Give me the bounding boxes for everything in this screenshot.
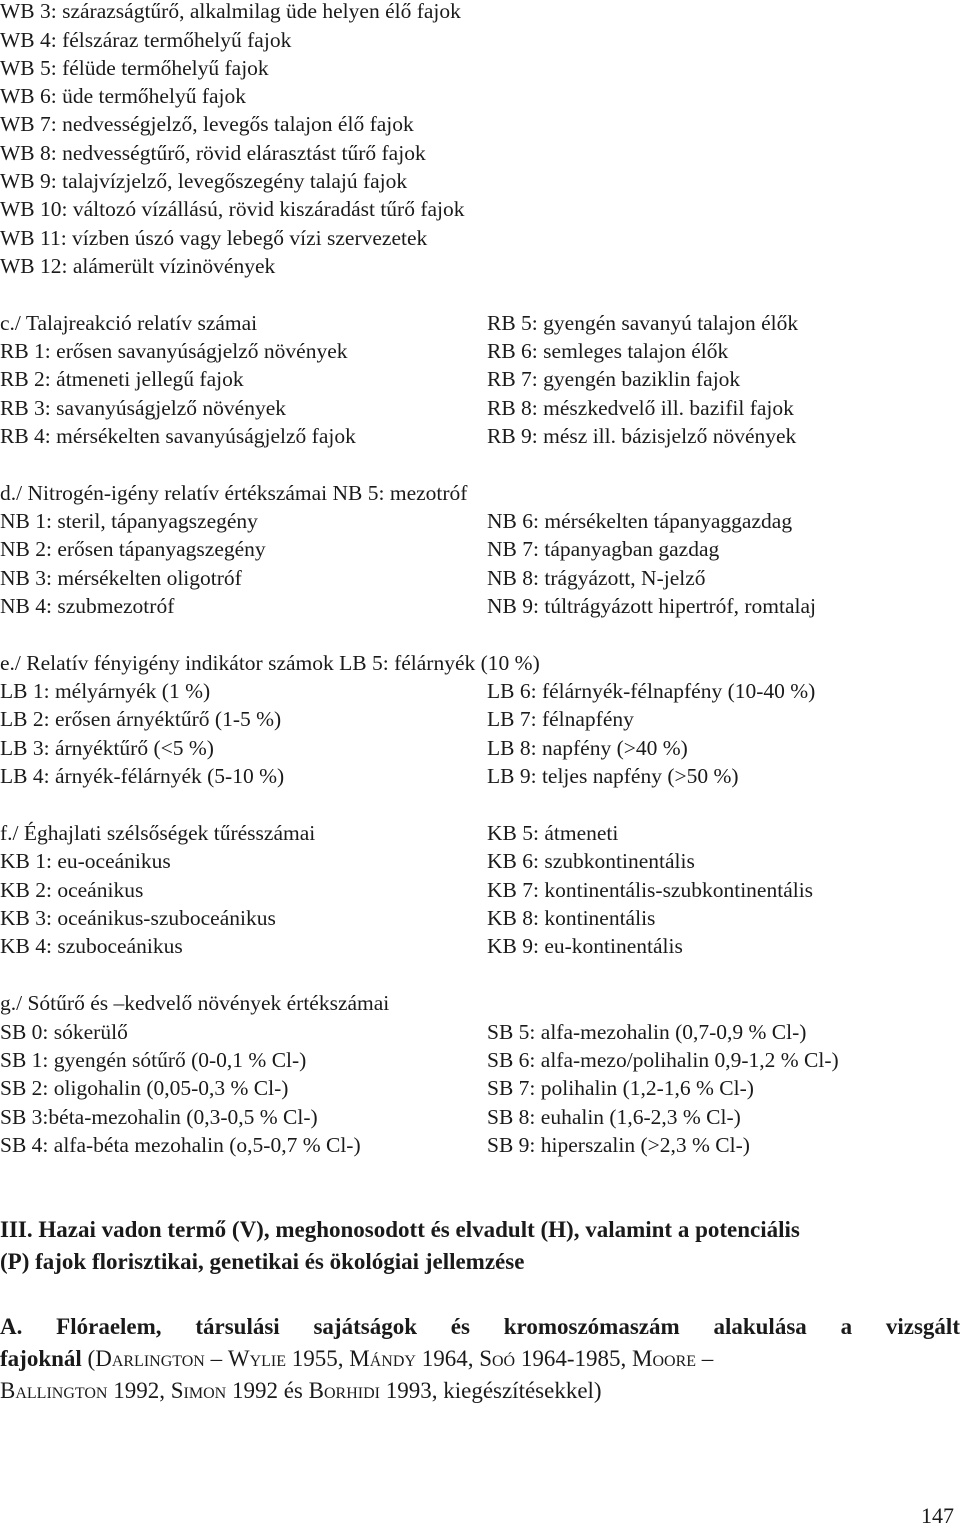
heading-iii-line: III. Hazai vadon termő (V), meghonosodott és elvadult (H), valamint a potenciális bbox=[0, 1217, 800, 1242]
heading-a bbox=[0, 1311, 960, 1407]
citation-text: 1964, bbox=[415, 1346, 480, 1371]
sb-left-item: SB 2: oligohalin (0,05-0,3 % Cl-) bbox=[0, 1076, 289, 1100]
wb-item: WB 4: félszáraz termőhelyű fajok bbox=[0, 28, 292, 52]
rb-right-item: RB 6: semleges talajon élők bbox=[487, 339, 729, 363]
rb-left-item: RB 1: erősen savanyúságjelző növények bbox=[0, 339, 348, 363]
nb-right-item: NB 9: túltrágyázott hipertróf, romtalaj bbox=[487, 594, 816, 618]
kb-left-item: KB 4: szuboceánikus bbox=[0, 934, 183, 958]
lb-right-item: LB 6: félárnyék-félnapfény (10-40 %) bbox=[487, 679, 816, 703]
kb-right-item: KB 9: eu-kontinentális bbox=[487, 934, 683, 958]
author-name: Borhidi bbox=[308, 1378, 380, 1403]
nb-right-item: NB 7: tápanyagban gazdag bbox=[487, 537, 720, 561]
wb-item: WB 10: változó vízállású, rövid kiszáradást tűrő fajok bbox=[0, 197, 465, 221]
citation-text: ( bbox=[81, 1346, 96, 1371]
heading-a-word: A. bbox=[0, 1314, 23, 1339]
lb-right-item: LB 9: teljes napfény (>50 %) bbox=[487, 764, 739, 788]
sb-left-item: SB 0: sókerülő bbox=[0, 1020, 128, 1044]
author-name: Darlington bbox=[95, 1346, 205, 1371]
sb-left-item: SB 3:béta-mezohalin (0,3-0,5 % Cl-) bbox=[0, 1105, 318, 1129]
heading-a-word: Flóraelem, bbox=[56, 1314, 162, 1339]
nb-left-item: NB 3: mérsékelten oligotróf bbox=[0, 566, 242, 590]
wb-item: WB 8: nedvességtűrő, rövid elárasztást tűrő fajok bbox=[0, 141, 426, 165]
citation-text: 1964-1985, bbox=[515, 1346, 633, 1371]
page-number: 147 bbox=[921, 1503, 954, 1528]
heading-a-bold-word: fajoknál bbox=[0, 1346, 82, 1371]
sb-left-item: SB 1: gyengén sótűrő (0-0,1 % Cl-) bbox=[0, 1048, 307, 1072]
heading-a-line-1 bbox=[0, 1311, 960, 1343]
kb-left-item: KB 3: oceánikus-szuboceánikus bbox=[0, 906, 276, 930]
sb-left-item: g./ Sótűrő és –kedvelő növények értékszámai bbox=[0, 991, 390, 1015]
nb-left-item: d./ Nitrogén-igény relatív értékszámai NB 5: mezotróf bbox=[0, 481, 468, 505]
citation-text: 1992, bbox=[107, 1378, 171, 1403]
sb-right-item: SB 8: euhalin (1,6-2,3 % Cl-) bbox=[487, 1105, 741, 1129]
rb-right-item: RB 7: gyengén baziklin fajok bbox=[487, 367, 741, 391]
rb-left-item: c./ Talajreakció relatív számai bbox=[0, 311, 258, 335]
author-name: Simon bbox=[170, 1378, 227, 1403]
sb-left-item: SB 4: alfa-béta mezohalin (o,5-0,7 % Cl-) bbox=[0, 1133, 361, 1157]
sb-right-item: SB 6: alfa-mezo/polihalin 0,9-1,2 % Cl-) bbox=[487, 1048, 839, 1072]
heading-a-word: vizsgált bbox=[885, 1314, 960, 1339]
wb-item: WB 3: szárazságtűrő, alkalmilag üde helyen élő fajok bbox=[0, 0, 461, 23]
rb-right-item: RB 5: gyengén savanyú talajon élők bbox=[487, 311, 799, 335]
wb-item: WB 11: vízben úszó vagy lebegő vízi szervezetek bbox=[0, 226, 428, 250]
author-name: Moore bbox=[632, 1346, 697, 1371]
citation-text: 1993, kiegészítésekkel) bbox=[379, 1378, 602, 1403]
author-name: Ballington bbox=[0, 1378, 108, 1403]
lb-left-item: LB 2: erősen árnyéktűrő (1-5 %) bbox=[0, 707, 282, 731]
wb-item: WB 7: nedvességjelző, levegős talajon élő fajok bbox=[0, 112, 414, 136]
kb-right-item: KB 6: szubkontinentális bbox=[487, 849, 695, 873]
kb-right-item: KB 8: kontinentális bbox=[487, 906, 656, 930]
kb-left-item: KB 2: oceánikus bbox=[0, 878, 144, 902]
sb-right-item: SB 7: polihalin (1,2-1,6 % Cl-) bbox=[487, 1076, 754, 1100]
wb-item: WB 5: félüde termőhelyű fajok bbox=[0, 56, 269, 80]
lb-left-item: LB 3: árnyéktűrő (<5 %) bbox=[0, 736, 214, 760]
lb-left-item: LB 4: árnyék-félárnyék (5-10 %) bbox=[0, 764, 285, 788]
heading-a-word: sajátságok bbox=[313, 1314, 417, 1339]
sb-right-item: SB 9: hiperszalin (>2,3 % Cl-) bbox=[487, 1133, 750, 1157]
author-name: Soó bbox=[479, 1346, 516, 1371]
heading-a-line-3 bbox=[0, 1375, 960, 1407]
rb-left-item: RB 3: savanyúságjelző növények bbox=[0, 396, 287, 420]
rb-left-item: RB 2: átmeneti jellegű fajok bbox=[0, 367, 244, 391]
nb-right-item: NB 6: mérsékelten tápanyaggazdag bbox=[487, 509, 793, 533]
wb-item: WB 6: üde termőhelyű fajok bbox=[0, 84, 246, 108]
nb-left-item: NB 2: erősen tápanyagszegény bbox=[0, 537, 266, 561]
author-name: Mándy bbox=[349, 1346, 416, 1371]
heading-a-word: a bbox=[840, 1314, 853, 1339]
lb-left-item: e./ Relatív fényigény indikátor számok LB 5: félárnyék (10 %) bbox=[0, 651, 540, 675]
lb-left-item: LB 1: mélyárnyék (1 %) bbox=[0, 679, 211, 703]
citation-text: – bbox=[204, 1346, 228, 1371]
heading-a-word: és bbox=[450, 1314, 470, 1339]
wb-item: WB 9: talajvízjelző, levegőszegény talajú fajok bbox=[0, 169, 408, 193]
sb-right-item: SB 5: alfa-mezohalin (0,7-0,9 % Cl-) bbox=[487, 1020, 807, 1044]
kb-right-item: KB 5: átmeneti bbox=[487, 821, 619, 845]
heading-iii-line: (P) fajok florisztikai, genetikai és ökológiai jellemzése bbox=[0, 1249, 525, 1274]
heading-a-line-2 bbox=[0, 1343, 960, 1375]
lb-right-item: LB 7: félnapfény bbox=[487, 707, 634, 731]
lb-right-item: LB 8: napfény (>40 %) bbox=[487, 736, 688, 760]
nb-left-item: NB 4: szubmezotróf bbox=[0, 594, 175, 618]
nb-left-item: NB 1: steril, tápanyagszegény bbox=[0, 509, 258, 533]
rb-right-item: RB 9: mész ill. bázisjelző növények bbox=[487, 424, 797, 448]
citation-text: 1955, bbox=[286, 1346, 350, 1371]
heading-a-word: alakulása bbox=[713, 1314, 807, 1339]
nb-right-item: NB 8: trágyázott, N-jelző bbox=[487, 566, 706, 590]
wb-item: WB 12: alámerült vízinövények bbox=[0, 254, 276, 278]
citation-text: 1992 és bbox=[226, 1378, 309, 1403]
heading-a-word: társulási bbox=[195, 1314, 280, 1339]
citation-text: – bbox=[696, 1346, 714, 1371]
kb-right-item: KB 7: kontinentális-szubkontinentális bbox=[487, 878, 814, 902]
rb-left-item: RB 4: mérsékelten savanyúságjelző fajok bbox=[0, 424, 356, 448]
heading-a-word: kromoszómaszám bbox=[503, 1314, 680, 1339]
rb-right-item: RB 8: mészkedvelő ill. bazifil fajok bbox=[487, 396, 794, 420]
kb-left-item: f./ Éghajlati szélsőségek tűrésszámai bbox=[0, 821, 316, 845]
kb-left-item: KB 1: eu-oceánikus bbox=[0, 849, 171, 873]
author-name: Wylie bbox=[227, 1346, 287, 1371]
